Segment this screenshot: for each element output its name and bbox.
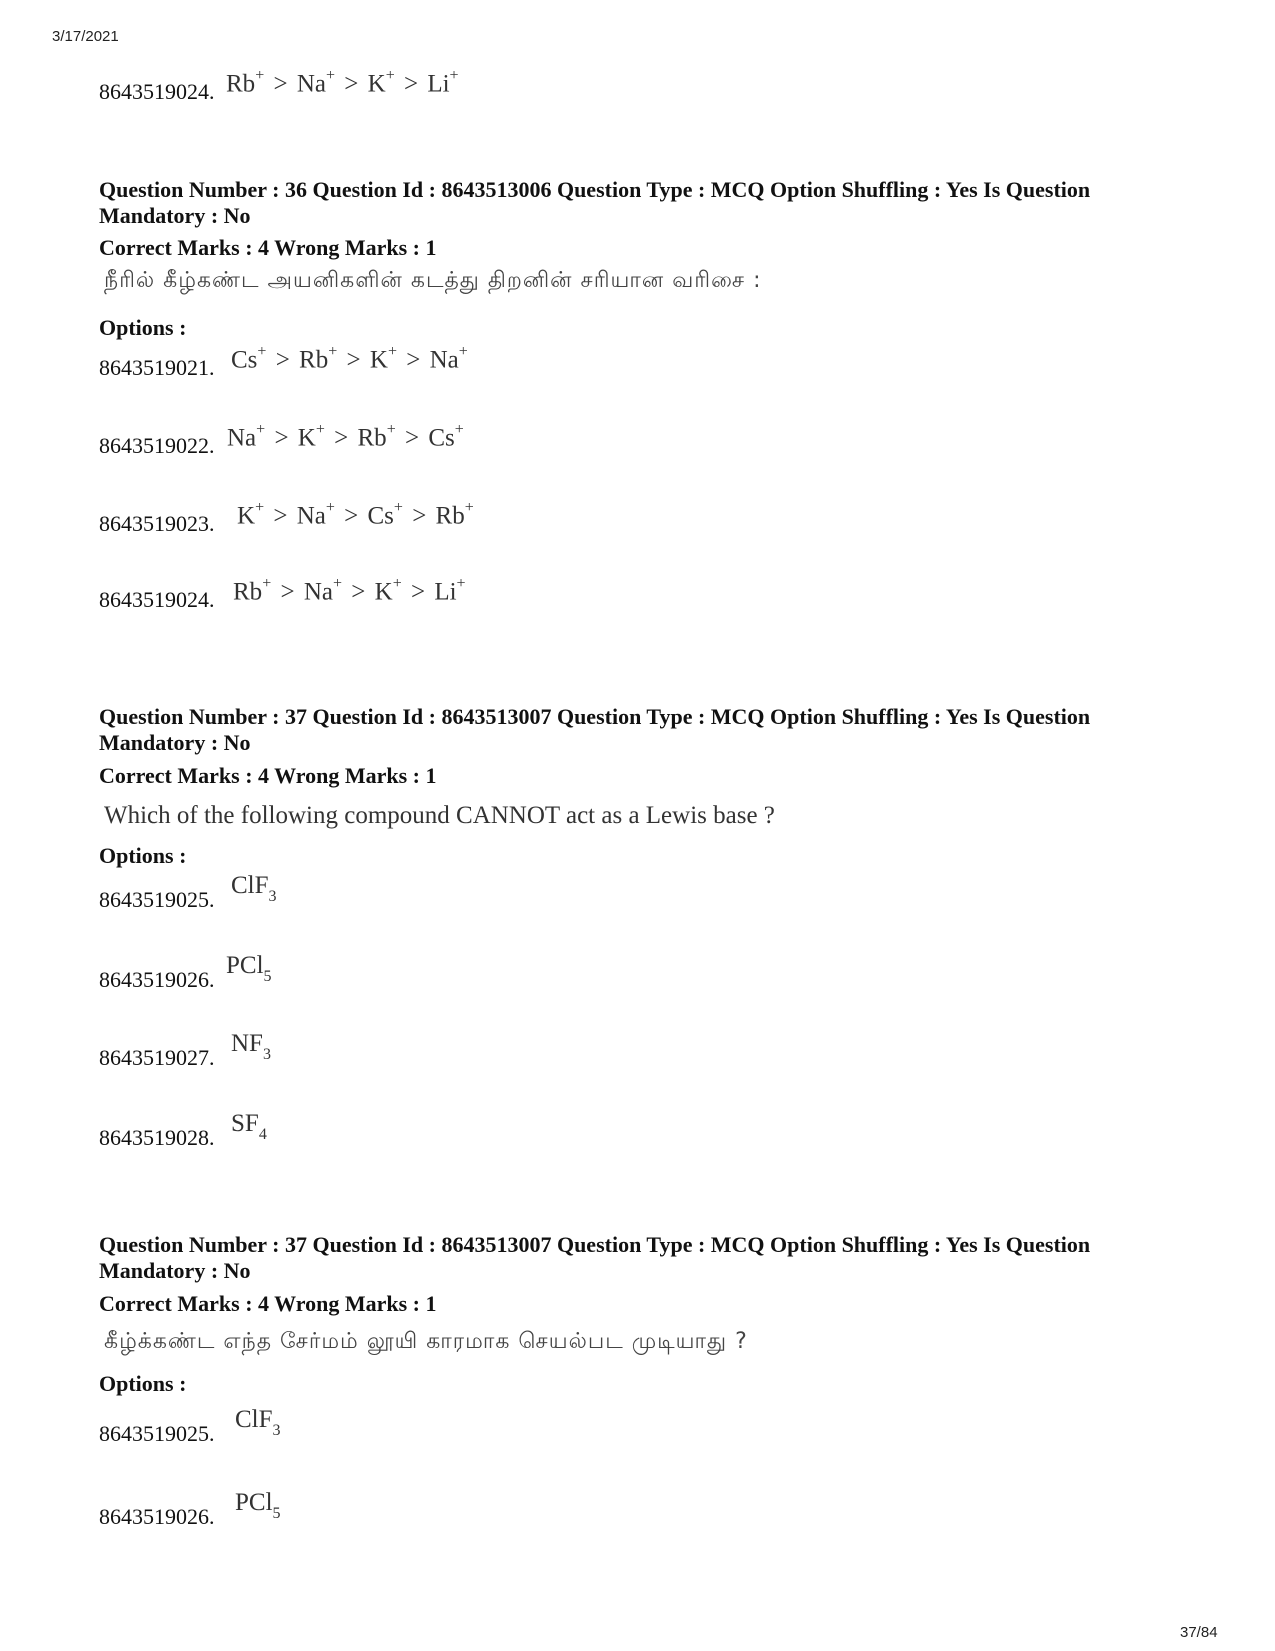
option-number: 8643519025. [99,887,215,912]
option-row [99,340,699,380]
question-text: நீரில் கீழ்கண்ட அயனிகளின் கடத்து திறனின் சரியான வரிசை : [104,268,762,293]
option-row [99,1406,699,1446]
option-row [99,872,699,912]
option-answer: PCl$_5$ [226,952,272,985]
option-answer: Cs+ > Rb+ > K+ > Na+ [231,343,468,374]
option-row [99,572,699,612]
option-number: 8643519027. [99,1045,215,1070]
option-row [99,1030,699,1070]
option-answer: $SF_4$ [231,1110,267,1143]
option-number: 8643519023. [99,511,215,536]
options-label: Options : [99,843,187,868]
option-answer: ClF$_3$ [231,872,277,905]
option-number: 8643519022. [99,433,215,458]
option-number: 8643519026. [99,967,215,992]
option-row [99,952,699,992]
option-answer: PCl$_5$ [235,1489,281,1522]
option-number: 8643519021. [99,355,215,380]
option-row [99,1110,699,1150]
option-answer: Rb+ > Na+ > K+ > Li+ [226,67,459,98]
option-answer: ClF$_3$ [235,1406,281,1439]
question-text: கீழ்க்கண்ட எந்த சேர்மம் லூயி காரமாக செயல்பட முடியாது ? [104,1329,748,1354]
option-row [99,1489,699,1529]
question-header: Question Number : 37 Question Id : 8643513007 Question Type : MCQ Option Shuffling : Yes Is Question Mandatory : No [99,1232,1091,1283]
option-row [99,64,699,104]
option-row [99,418,699,458]
option-number: 8643519025. [99,1421,215,1446]
options-label: Options : [99,1371,187,1396]
option-number: 8643519028. [99,1125,215,1150]
question-marks: Correct Marks : 4 Wrong Marks : 1 [99,763,437,788]
question-marks: Correct Marks : 4 Wrong Marks : 1 [99,235,437,260]
option-answer: $NF_3$ [231,1030,271,1063]
option-row [99,496,699,536]
option-answer: Na+ > K+ > Rb+ > Cs+ [227,421,464,452]
question-text: Which of the following compound CANNOT act as a Lewis base ? [104,802,775,829]
print-date: 3/17/2021 [52,28,119,45]
option-answer: K+ > Na+ > Cs+ > Rb+ [237,499,474,530]
question-marks: Correct Marks : 4 Wrong Marks : 1 [99,1291,437,1316]
option-answer: Rb+ > Na+ > K+ > Li+ [233,575,466,606]
options-label: Options : [99,315,187,340]
question-header: Question Number : 36 Question Id : 8643513006 Question Type : MCQ Option Shuffling : Yes Is Question Mandatory : No [99,177,1091,228]
page-number: 37/84 [1180,1624,1218,1641]
question-header: Question Number : 37 Question Id : 8643513007 Question Type : MCQ Option Shuffling : Yes Is Question Mandatory : No [99,704,1091,755]
option-number: 8643519024. [99,587,215,612]
option-number: 8643519026. [99,1504,215,1529]
option-number: 8643519024. [99,79,215,104]
